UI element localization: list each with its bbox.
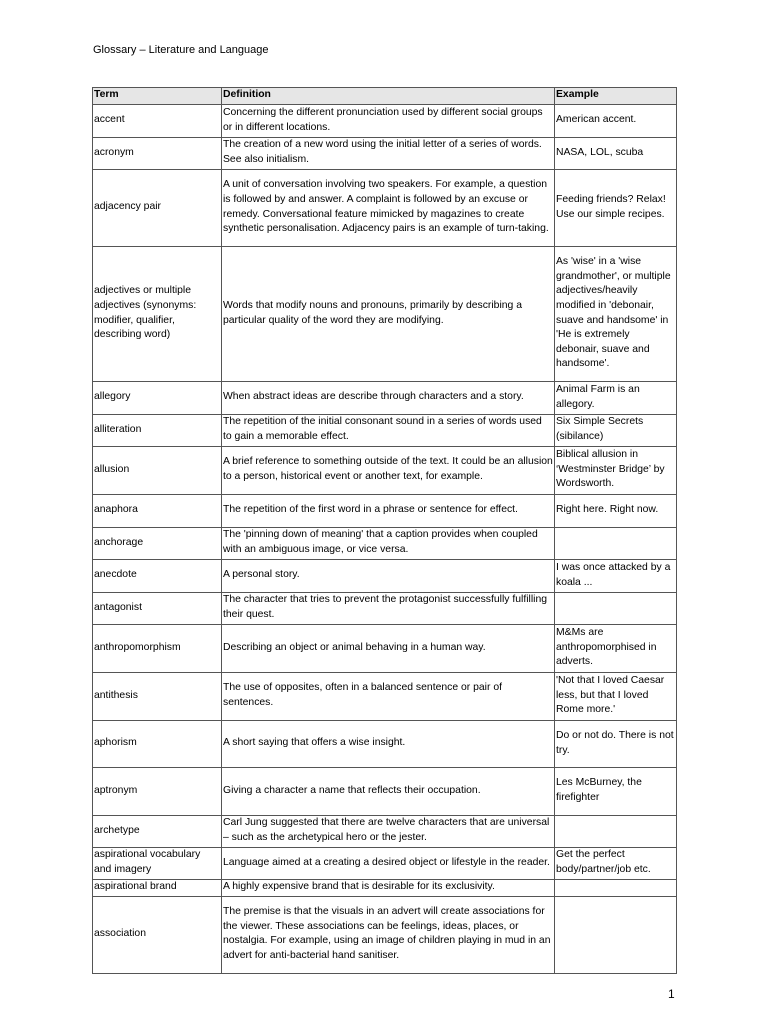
example-cell: Get the perfect body/partner/job etc.	[555, 848, 677, 880]
term-cell: anecdote	[93, 560, 222, 593]
example-cell: Right here. Right now.	[555, 495, 677, 528]
table-row	[93, 880, 677, 897]
example-cell: Les McBurney, the firefighter	[555, 768, 677, 816]
definition-cell: A short saying that offers a wise insight.	[222, 721, 555, 768]
example-cell: American accent.	[555, 105, 677, 138]
example-cell: Feeding friends? Relax! Use our simple recipes.	[555, 170, 677, 247]
table-row	[93, 625, 677, 673]
example-cell: I was once attacked by a koala ...	[555, 560, 677, 593]
definition-cell: The character that tries to prevent the protagonist successfully fulfilling their quest.	[222, 593, 555, 625]
term-cell: antithesis	[93, 673, 222, 721]
term-cell: aspirational vocabulary and imagery	[93, 848, 222, 880]
table-row	[93, 138, 677, 170]
term-cell: acronym	[93, 138, 222, 170]
table-row	[93, 170, 677, 247]
term-cell: accent	[93, 105, 222, 138]
example-cell	[555, 593, 677, 625]
table-row	[93, 768, 677, 816]
definition-text: The creation of a new word using the initial letter of a series of words. See also initialism.	[223, 139, 542, 165]
definition-cell: A unit of conversation involving two speakers. For example, a question is followed by and answer. A complaint is followed by an excuse or remedy. Conversational feature mimicked by magazines to create synthetic personalisation. Adjacency pairs is an example of turn-taking.	[222, 170, 555, 247]
example-cell	[555, 816, 677, 848]
term-cell: alliteration	[93, 415, 222, 447]
term-cell: anaphora	[93, 495, 222, 528]
term-cell: adjacency pair	[93, 170, 222, 247]
table-row	[93, 593, 677, 625]
term-cell: allusion	[93, 447, 222, 495]
table-header-row	[93, 88, 677, 105]
example-cell: Biblical allusion in ‘Westminster Bridge’ by Wordsworth.	[555, 447, 677, 495]
definition-cell: Concerning the different pronunciation used by different social groups or in different locations.	[222, 105, 555, 138]
example-cell: Six Simple Secrets (sibilance)	[555, 415, 677, 447]
table-row	[93, 528, 677, 560]
glossary-table	[92, 87, 677, 974]
example-cell: Animal Farm is an allegory.	[555, 382, 677, 415]
document-title: Glossary – Literature and Language	[93, 44, 269, 56]
definition-cell: The use of opposites, often in a balanced sentence or pair of sentences.	[222, 673, 555, 721]
example-cell	[555, 528, 677, 560]
definition-cell: The repetition of the initial consonant sound in a series of words used to gain a memorable effect.	[222, 415, 555, 447]
example-cell: M&Ms are anthropomorphised in adverts.	[555, 625, 677, 673]
definition-cell: Describing an object or animal behaving in a human way.	[222, 625, 555, 673]
table-row	[93, 247, 677, 382]
table-row	[93, 673, 677, 721]
term-cell: anchorage	[93, 528, 222, 560]
table-row	[93, 848, 677, 880]
term-cell: association	[93, 896, 222, 973]
term-cell: aphorism	[93, 721, 222, 768]
term-cell: aptronym	[93, 768, 222, 816]
term-cell: adjectives or multiple adjectives (synonyms: modifier, qualifier, describing word)	[93, 247, 222, 382]
term-cell: antagonist	[93, 593, 222, 625]
table-row	[93, 415, 677, 447]
example-cell: 'Not that I loved Caesar less, but that I loved Rome more.'	[555, 673, 677, 721]
table-row	[93, 896, 677, 973]
table-row	[93, 560, 677, 593]
term-cell: allegory	[93, 382, 222, 415]
table-row	[93, 382, 677, 415]
column-header-example: Example	[555, 88, 677, 105]
column-header-term: Term	[93, 88, 222, 105]
definition-cell: The premise is that the visuals in an advert will create associations for the viewer. These associations can be feelings, ideas, places, or nostalgia. For example, using an image of children playing in mud in an advert for anti-bacterial hand sanitiser.	[222, 896, 555, 973]
table-row	[93, 721, 677, 768]
definition-cell: Carl Jung suggested that there are twelve characters that are universal – such as the archetypical hero or the jester.	[222, 816, 555, 848]
column-header-definition: Definition	[222, 88, 555, 105]
definition-cell: A personal story.	[222, 560, 555, 593]
definition-cell	[222, 138, 555, 170]
term-cell: anthropomorphism	[93, 625, 222, 673]
definition-cell: A highly expensive brand that is desirable for its exclusivity.	[222, 880, 555, 897]
example-cell: As 'wise' in a 'wise grandmother', or multiple adjectives/heavily modified in 'debonair, suave and handsome' in 'He is extremely debonair, suave and handsome'.	[555, 247, 677, 382]
definition-cell: Language aimed at a creating a desired object or lifestyle in the reader.	[222, 848, 555, 880]
example-cell	[555, 896, 677, 973]
example-cell: Do or not do. There is not try.	[555, 721, 677, 768]
table-row	[93, 447, 677, 495]
example-cell	[555, 880, 677, 897]
definition-cell: A brief reference to something outside of the text. It could be an allusion to a person, historical event or another text, for example.	[222, 447, 555, 495]
page-number: 1	[668, 987, 675, 1001]
term-cell: archetype	[93, 816, 222, 848]
definition-cell: Giving a character a name that reflects their occupation.	[222, 768, 555, 816]
definition-cell: Words that modify nouns and pronouns, primarily by describing a particular quality of the word they are modifying.	[222, 247, 555, 382]
definition-cell: The 'pinning down of meaning' that a caption provides when coupled with an ambiguous image, or vice versa.	[222, 528, 555, 560]
term-cell: aspirational brand	[93, 880, 222, 897]
definition-cell: When abstract ideas are describe through characters and a story.	[222, 382, 555, 415]
table-row	[93, 816, 677, 848]
table-row	[93, 495, 677, 528]
definition-cell: The repetition of the first word in a phrase or sentence for effect.	[222, 495, 555, 528]
table-row	[93, 105, 677, 138]
example-cell: NASA, LOL, scuba	[555, 138, 677, 170]
